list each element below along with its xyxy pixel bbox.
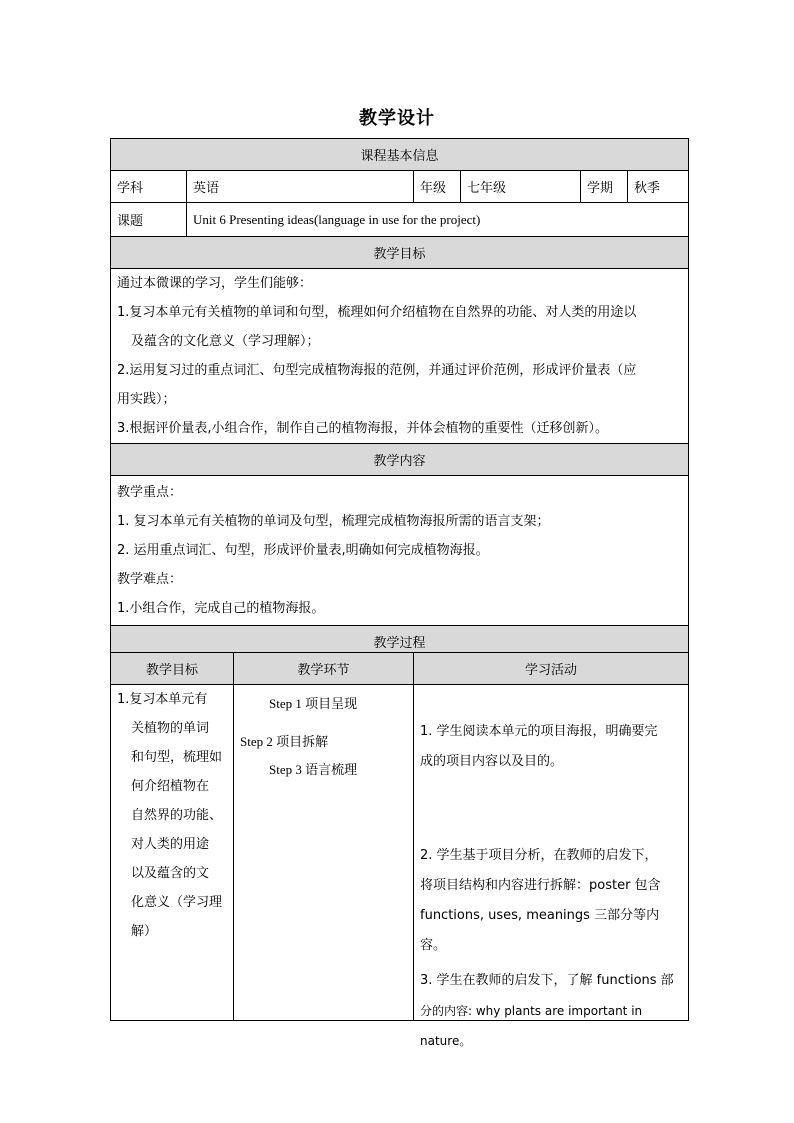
objective-1-line-2: 及蕴含的文化意义（学习理解）； (131, 334, 320, 349)
section-header-content: 教学内容 (111, 444, 689, 476)
objective-3: 3.根据评价量表,小组合作，制作自己的植物海报，并体会植物的重要性（迁移创新）。 (117, 421, 609, 436)
activity-3-line-1: 3. 学生在教师的启发下，了解 functions 部 (420, 973, 674, 988)
process-col-step: 教学环节 (234, 653, 414, 685)
activity-2-line-1: 2. 学生基于项目分析，在教师的启发下， (420, 848, 658, 863)
section-header-process: 教学过程 (111, 626, 689, 658)
step-1: Step 1 项目呈现 (269, 696, 358, 711)
subject-label: 学科 (111, 171, 187, 203)
objectives-body (111, 269, 689, 444)
section-header-objectives: 教学目标 (111, 237, 689, 269)
subject-value: 英语 (187, 171, 414, 203)
document-title: 教学设计 (359, 108, 435, 129)
step-3: Step 3 语言梳理 (269, 762, 358, 777)
activity-3 (420, 966, 684, 1056)
goal-line: 对人类的用途 (131, 837, 210, 852)
activity-2 (420, 841, 684, 961)
goal-line: 以及蕴含的文 (131, 866, 210, 881)
goal-line: 1.复习本单元有 (117, 692, 208, 707)
goal-line: 自然界的功能、 (131, 808, 223, 823)
activity-1 (420, 717, 684, 777)
process-col-activity: 学习活动 (414, 653, 689, 685)
content-body (111, 476, 689, 626)
topic-value: Unit 6 Presenting ideas(language in use for the project) (187, 203, 689, 237)
key-point-1: 1. 复习本单元有关植物的单词及句型，梳理完成植物海报所需的语言支架； (117, 514, 550, 529)
objectives-intro: 通过本微课的学习，学生们能够： (117, 276, 313, 291)
term-label: 学期 (581, 171, 628, 203)
activity-3-line-2: 分的内容: why plants are important in nature。 (420, 1004, 643, 1048)
process-col-goal: 教学目标 (111, 653, 234, 685)
goal-line: 和句型，梳理如 (131, 750, 223, 765)
difficulty-1: 1.小组合作，完成自己的植物海报。 (117, 601, 325, 616)
step-2: Step 2 项目拆解 (240, 734, 329, 749)
activity-2-line-3: functions, uses, meanings 三部分等内容。 (420, 908, 660, 953)
section-header-basic-info: 课程基本信息 (111, 139, 689, 171)
difficulty-label: 教学难点： (117, 572, 183, 587)
grade-value: 七年级 (461, 171, 581, 203)
goal-line: 解） (131, 924, 158, 939)
process-activity-cell (414, 685, 689, 1048)
objective-2-line-2: 用实践）； (117, 392, 176, 407)
process-step-cell (234, 685, 414, 1021)
process-table (110, 652, 689, 1048)
process-goal-cell (111, 685, 234, 1021)
goal-line: 何介绍植物在 (131, 779, 210, 794)
objective-1-line-1: 1.复习本单元有关植物的单词和句型，梳理如何介绍植物在自然界的功能、对人类的用途以 (117, 305, 637, 320)
lesson-plan-table (110, 138, 689, 658)
key-point-2: 2. 运用重点词汇、句型，形成评价量表,明确如何完成植物海报。 (117, 543, 489, 558)
goal-line: 关植物的单词 (131, 721, 210, 736)
activity-2-line-2: 将项目结构和内容进行拆解：poster 包含 (420, 878, 661, 893)
key-points-label: 教学重点： (117, 485, 183, 500)
activity-1-line-1: 1. 学生阅读本单元的项目海报，明确要完 (420, 724, 658, 739)
term-value: 秋季 (628, 171, 689, 203)
grade-label: 年级 (414, 171, 461, 203)
activity-1-line-2: 成的项目内容以及目的。 (420, 754, 564, 769)
goal-line: 化意义（学习理 (131, 895, 223, 910)
objective-2-line-1: 2.运用复习过的重点词汇、句型完成植物海报的范例，并通过评价范例，形成评价量表（应 (117, 363, 637, 378)
topic-label: 课题 (111, 203, 187, 237)
